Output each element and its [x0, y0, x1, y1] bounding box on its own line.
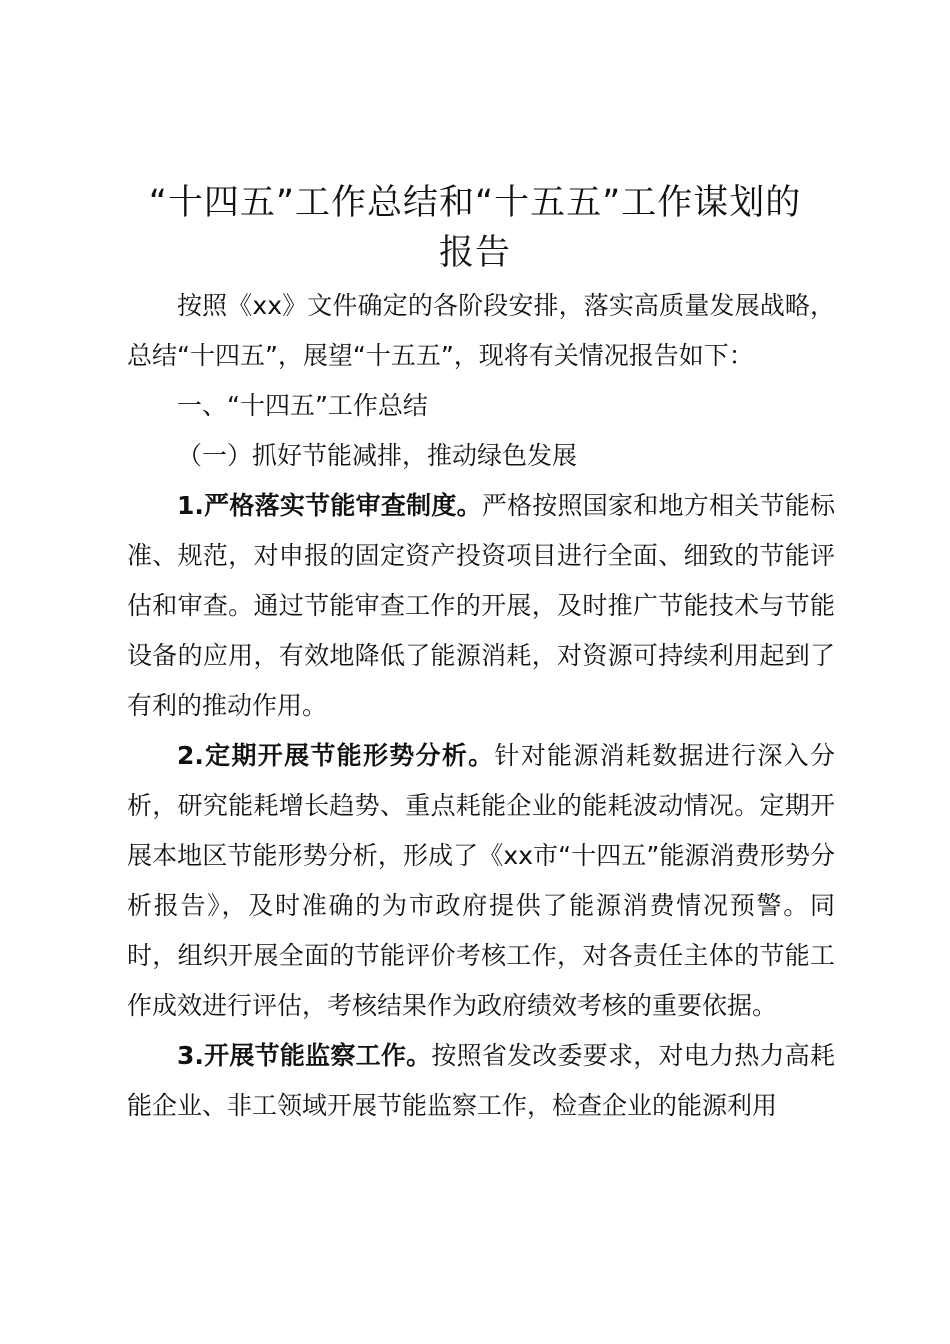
document-title [100, 178, 850, 278]
item-paragraph-3 [127, 1031, 835, 1131]
item-paragraph-2 [127, 731, 835, 1031]
item-paragraph-1 [127, 481, 835, 731]
subsection-heading: （一）抓好节能减排，推动绿色发展 [177, 441, 578, 470]
item-lead-3: 3.开展节能监察工作。 [177, 1041, 432, 1070]
item-text-3: 按照省发改委要求，对电力热力高耗能企业、非工领域开展节能监察工作，检查企业的能源利用 [127, 1041, 835, 1120]
item-text-1: 严格按照国家和地方相关节能标准、规范，对申报的固定资产投资项目进行全面、细致的节能评估和审查。通过节能审查工作的开展，及时推广节能技术与节能设备的应用，有效地降低了能源消耗，对资源可持续利用起到了有利的推动作用。 [127, 491, 835, 720]
item-text-2: 针对能源消耗数据进行深入分析，研究能耗增长趋势、重点耗能企业的能耗波动情况。定期开展本地区节能形势分析，形成了《xx市“十四五”能源消费形势分析报告》，及时准确的为市政府提供了能源消费情况预警。同时，组织开展全面的节能评价考核工作，对各责任主体的节能工作成效进行评估，考核结果作为政府绩效考核的重要依据。 [127, 741, 835, 1020]
section-heading: 一、“十四五”工作总结 [177, 391, 428, 420]
document-body [127, 281, 835, 1131]
item-lead-1: 1.严格落实节能审查制度。 [177, 491, 482, 520]
item-lead-2: 2.定期开展节能形势分析。 [177, 741, 495, 770]
title-line-2: 报告 [438, 233, 511, 273]
title-line-1: “十四五”工作总结和“十五五”工作谋划的 [148, 183, 802, 223]
intro-paragraph: 按照《xx》文件确定的各阶段安排，落实高质量发展战略，总结“十四五”，展望“十五五”，现将有关情况报告如下： [127, 291, 835, 370]
